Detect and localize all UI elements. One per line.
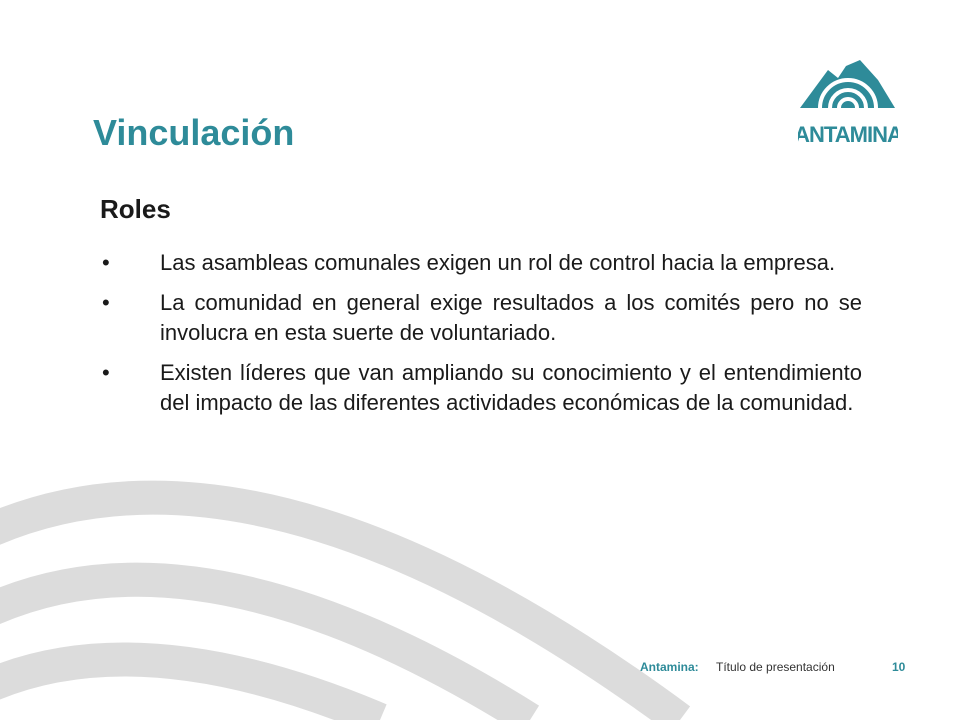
bullet-item	[100, 288, 862, 348]
bullet-item	[100, 358, 862, 418]
bullet-text: La comunidad en general exige resultados a los comités pero no se involucra en esta suerte de voluntariado.	[160, 290, 862, 345]
bullet-text: Las asambleas comunales exigen un rol de control hacia la empresa.	[160, 250, 836, 275]
bullet-list	[100, 248, 862, 428]
bullet-marker: •	[102, 250, 110, 275]
bullet-marker: •	[102, 290, 110, 315]
footer-brand: Antamina:	[640, 660, 699, 674]
logo-wordmark: ANTAMINA	[798, 122, 898, 147]
page-number: 10	[892, 660, 906, 674]
footer-presentation-title: Título de presentación	[716, 660, 835, 674]
section-heading: Roles	[100, 194, 171, 224]
bullet-item	[100, 248, 862, 278]
bullet-marker: •	[102, 360, 110, 385]
antamina-logo	[798, 56, 898, 156]
bullet-text: Existen líderes que van ampliando su conocimiento y el entendimiento del impacto de las diferentes actividades económicas de la comunidad.	[160, 360, 862, 415]
slide-title: Vinculación	[93, 112, 295, 153]
